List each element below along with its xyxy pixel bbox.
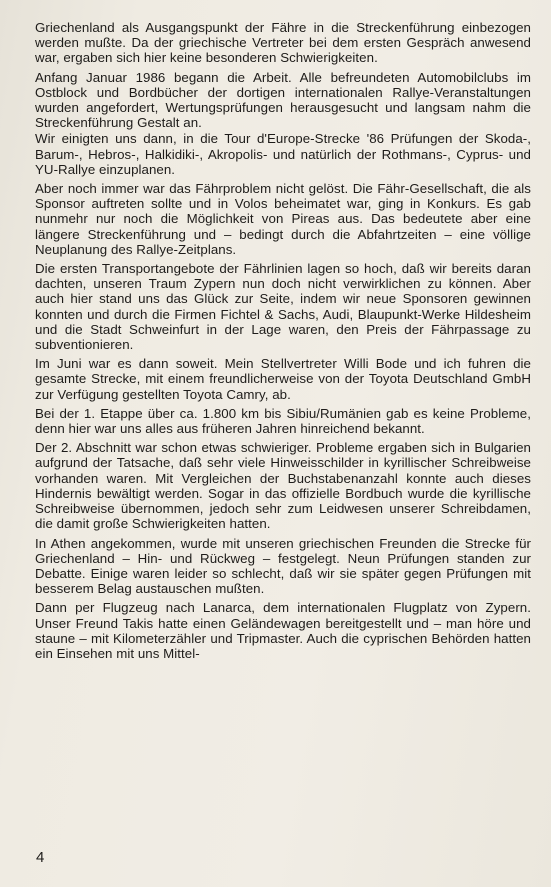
page-number: 4 bbox=[36, 849, 45, 866]
body-text bbox=[35, 20, 531, 665]
paragraph: Im Juni war es dann soweit. Mein Stellvertreter Willi Bode und ich fuhren die gesamte Strecke, mit einem freundlicherweise von der Toyota Deutschland GmbH zur Verfügung gestellten Toyota Camry, ab. bbox=[35, 356, 531, 402]
paragraph: Aber noch immer war das Fährproblem nicht gelöst. Die Fähr-Gesellschaft, die als Sponsor auftreten sollte und in Volos beheimatet war, ging in Konkurs. Es gab nunmehr nur noch die Möglichkeit von Pireas aus. Das bedeutete aber eine längere Streckenführung und – bedingt durch die Abfahrtzeiten – eine völlige Neuplanung des Rallye-Zeitplans. bbox=[35, 181, 531, 257]
paragraph: Die ersten Transportangebote der Fährlinien lagen so hoch, daß wir bereits daran dachten, unseren Traum Zypern nun doch nicht verwirklichen zu können. Aber auch hier stand uns das Glück zur Seite, indem wir neue Sponsoren gewinnen konnten und durch die Firmen Fichtel & Sachs, Audi, Blaupunkt-Werke Hildesheim und die Stadt Schweinfurt in der Lage waren, den Preis der Fährpassage zu subventionieren. bbox=[35, 261, 531, 353]
paragraph: Dann per Flugzeug nach Lanarca, dem internationalen Flugplatz von Zypern. Unser Freund Takis hatte einen Geländewagen bereitgestellt und – man höre und staune – mit Kilometerzähler und Tripmaster. Auch die cyprischen Behörden hatten ein Einsehen mit uns Mittel- bbox=[35, 600, 531, 661]
paragraph: Der 2. Abschnitt war schon etwas schwieriger. Probleme ergaben sich in Bulgarien aufgrund der Tatsache, daß sehr viele Hinweisschilder in kyrillischer Schreibweise vorhanden waren. Mit Vergleichen der Buchstabenanzahl konnte auch dieses Hindernis bewältigt werden. Sogar in das offizielle Bordbuch wurde die kyrillische Schreibweise übernommen, jedoch sehr zum Leidwesen unserer Schreibdamen, die damit große Schwierigkeiten hatten. bbox=[35, 440, 531, 532]
paragraph: Wir einigten uns dann, in die Tour d'Europe-Strecke '86 Prüfungen der Skoda-, Barum-, Hebros-, Halkidiki-, Akropolis- und natürlich der Rothmans-, Cyprus- und YU-Rallye einzuplanen. bbox=[35, 131, 531, 177]
paragraph: Griechenland als Ausgangspunkt der Fähre in die Streckenführung einbezogen werden mußte. Da der griechische Vertreter bei dem ersten Gespräch anwesend war, ergaben sich hier keine besonderen Schwierigkeiten. bbox=[35, 20, 531, 66]
paragraph: In Athen angekommen, wurde mit unseren griechischen Freunden die Strecke für Griechenland – Hin- und Rückweg – festgelegt. Neun Prüfungen standen zur Debatte. Einige waren leider so schlecht, daß wir sie später gegen Prüfungen mit besserem Belag austauschen mußten. bbox=[35, 535, 531, 597]
paragraph: Bei der 1. Etappe über ca. 1.800 km bis Sibiu/Rumänien gab es keine Probleme, denn hier war uns alles aus früheren Jahren hinreichend bekannt. bbox=[35, 405, 531, 437]
paragraph: Anfang Januar 1986 begann die Arbeit. Alle befreundeten Automobilclubs im Ostblock und Bordbücher der dortigen internationalen Rallye-Veranstaltungen wurden angefordert, Wertungsprüfungen herausgesucht und langsam nahm die Streckenführung Gestalt an. bbox=[35, 69, 531, 131]
